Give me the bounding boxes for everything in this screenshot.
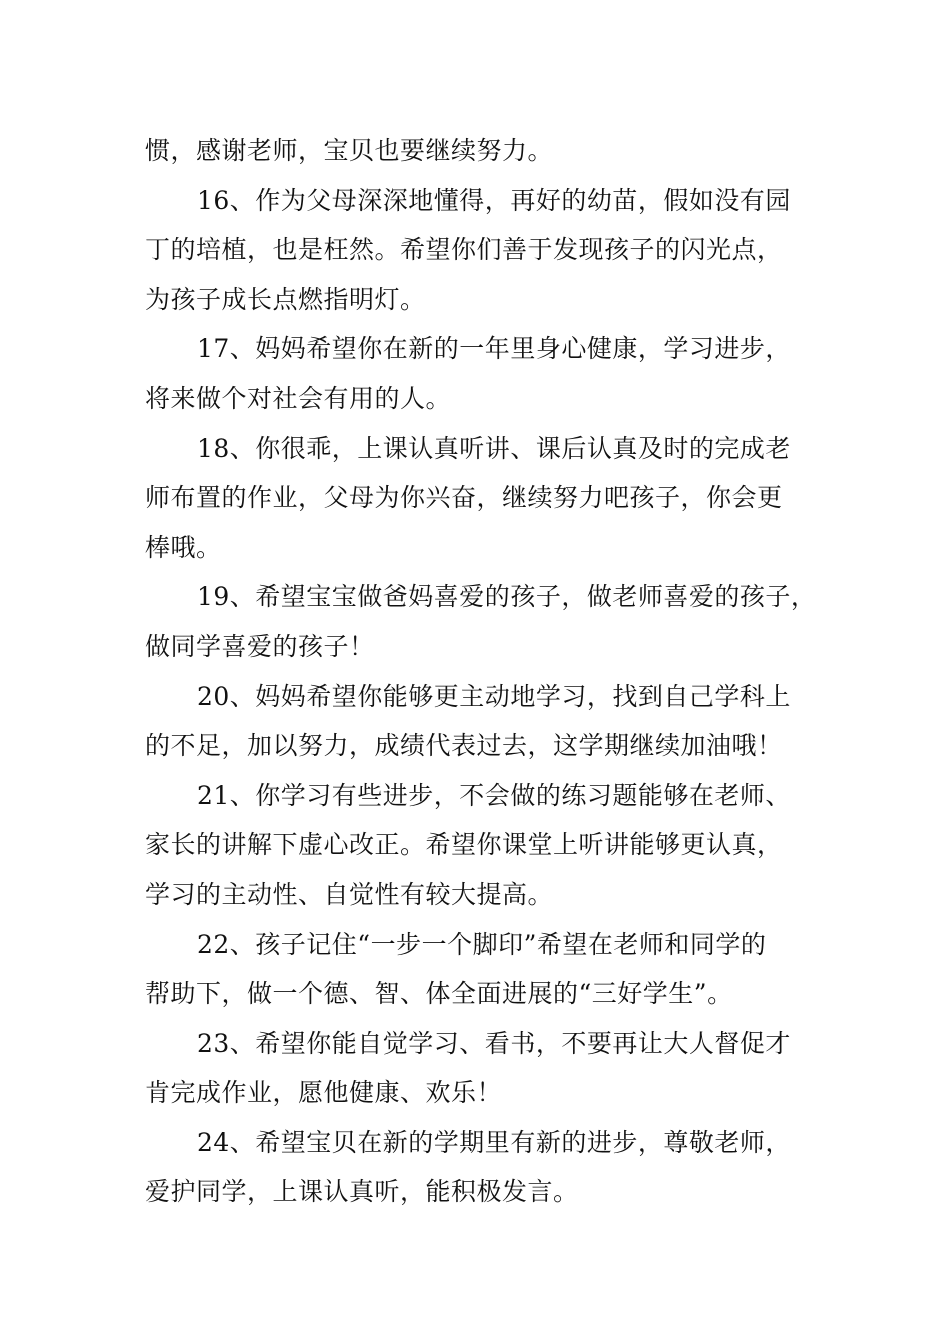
paragraph-line: 学习的主动性、自觉性有较大提高。 (145, 879, 554, 909)
paragraph-line: 丁的培植，也是枉然。希望你们善于发现孩子的闪光点， (145, 235, 783, 265)
paragraph-line: 的不足，加以努力，成绩代表过去，这学期继续加油哦！ (145, 731, 783, 761)
paragraph-line: 18、你很乖，上课认真听讲、课后认真及时的完成老 (197, 433, 791, 463)
paragraph-line: 家长的讲解下虚心改正。希望你课堂上听讲能够更认真， (145, 830, 783, 860)
paragraph-line: 师布置的作业，父母为你兴奋，继续努力吧孩子，你会更 (145, 483, 783, 513)
paragraph-line: 将来做个对社会有用的人。 (145, 383, 452, 413)
paragraph-line: 帮助下，做一个德、智、体全面进展的“三好学生”。 (145, 979, 733, 1009)
paragraph-line: 做同学喜爱的孩子！ (145, 631, 375, 661)
paragraph-line: 16、作为父母深深地懂得，再好的幼苗，假如没有园 (197, 185, 791, 215)
paragraph-line: 22、孩子记住“一步一个脚印”希望在老师和同学的 (197, 929, 767, 959)
paragraph-line: 肯完成作业，愿他健康、欢乐！ (145, 1078, 503, 1108)
paragraph-line: 19、希望宝宝做爸妈喜爱的孩子，做老师喜爱的孩子， (197, 582, 817, 612)
paragraph-line: 爱护同学，上课认真听，能积极发言。 (145, 1177, 579, 1207)
paragraph-line: 为孩子成长点燃指明灯。 (145, 284, 426, 314)
document-body (145, 126, 817, 1217)
paragraph-line: 棒哦。 (145, 532, 222, 562)
paragraph-line: 21、你学习有些进步，不会做的练习题能够在老师、 (197, 780, 791, 810)
paragraph-line: 24、希望宝贝在新的学期里有新的进步，尊敬老师， (197, 1127, 791, 1157)
paragraph-line: 惯，感谢老师，宝贝也要继续努力。 (145, 136, 554, 165)
paragraph-line: 20、妈妈希望你能够更主动地学习，找到自己学科上 (197, 681, 791, 711)
paragraph-line: 23、希望你能自觉学习、看书，不要再让大人督促才 (197, 1028, 791, 1058)
paragraph-line: 17、妈妈希望你在新的一年里身心健康，学习进步， (197, 334, 791, 364)
